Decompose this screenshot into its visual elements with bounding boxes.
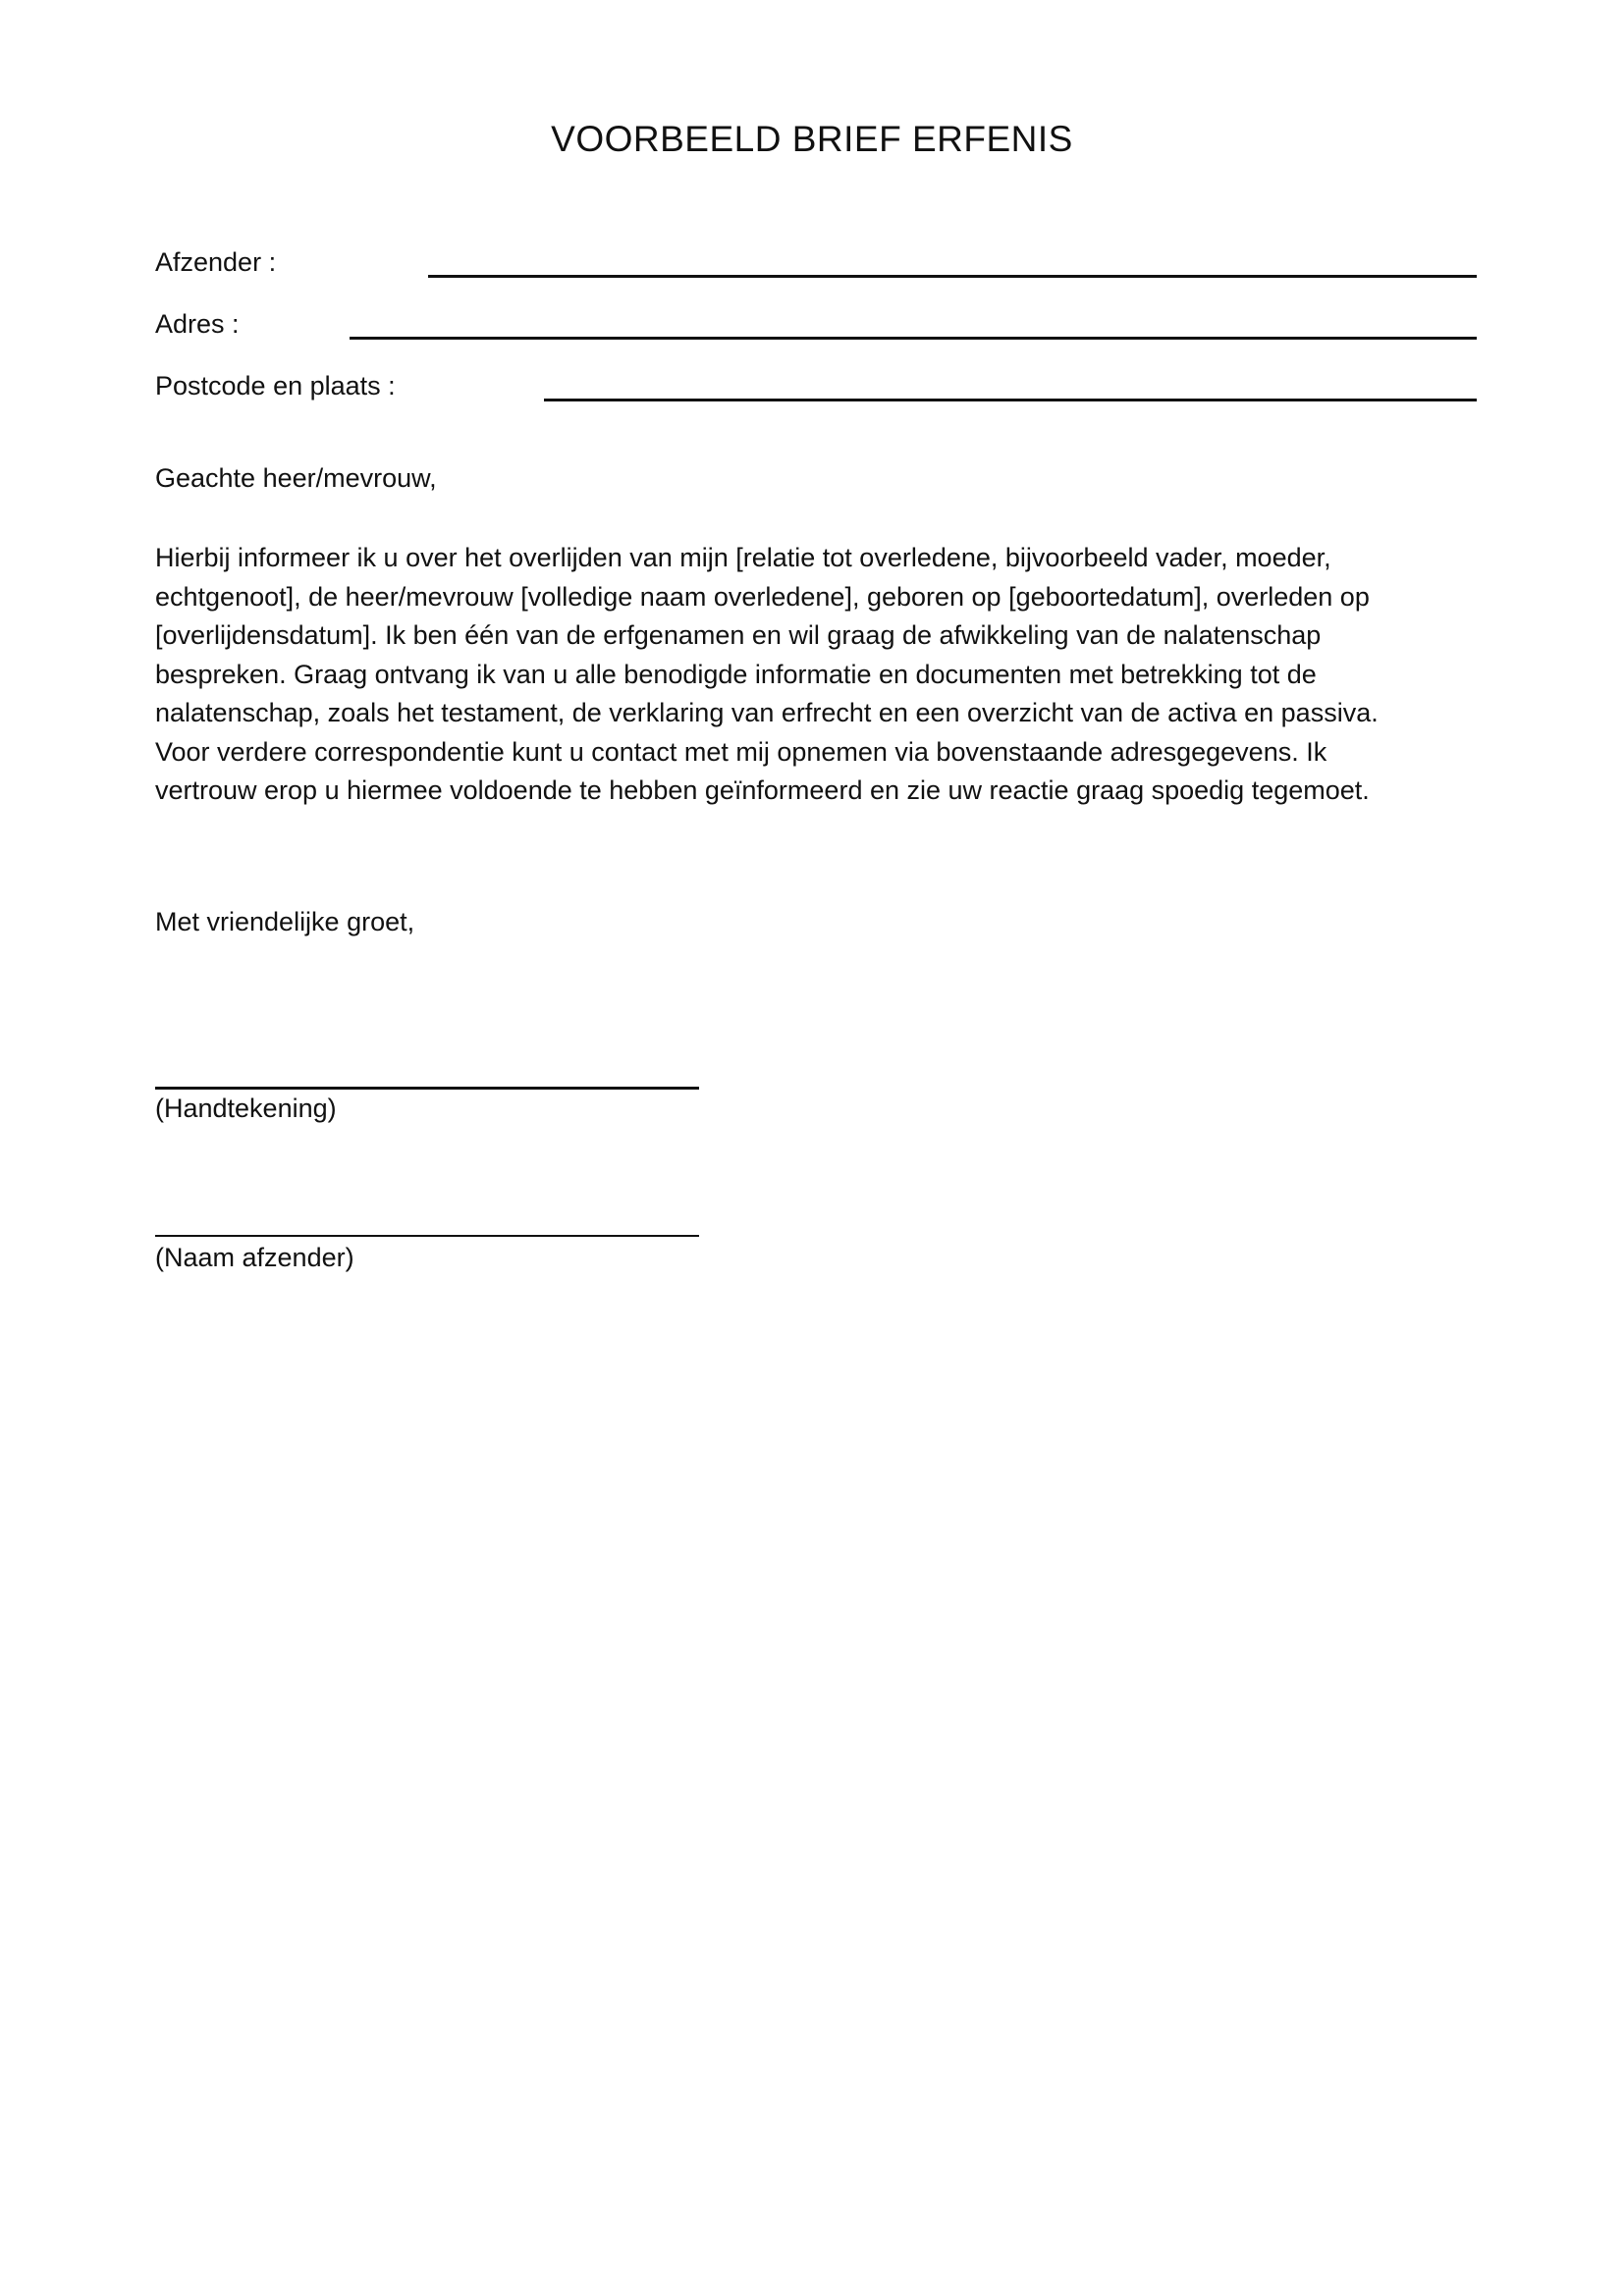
afzender-fill-line[interactable] [428,275,1477,278]
letter-title: VOORBEELD BRIEF ERFENIS [551,119,1073,159]
letter-closing: Met vriendelijke groet, [155,907,415,936]
adres-fill-line[interactable] [350,337,1477,340]
body-line: echtgenoot], de heer/mevrouw [volledige naam overledene], geboren op [geboortedatum], overleden op [155,581,1370,612]
sender-name-line[interactable] [155,1235,699,1237]
signature-caption: (Handtekening) [155,1094,337,1123]
body-line: [overlijdensdatum]. Ik ben één van de erfgenamen en wil graag de afwikkeling van de nalatenschap [155,620,1322,650]
body-line: bespreken. Graag ontvang ik van u alle benodigde informatie en documenten met betrekking tot de [155,659,1317,689]
body-line: nalatenschap, zoals het testament, de verklaring van erfrecht en een overzicht van de activa en passiva. [155,698,1379,727]
postcode-field-row [155,359,1477,408]
afzender-field-row [155,236,1477,285]
sender-name-caption: (Naam afzender) [155,1243,354,1272]
letter-greeting: Geachte heer/mevrouw, [155,463,437,493]
adres-label: Adres : [155,309,240,339]
letter-body [155,539,1490,811]
body-line: Hierbij informeer ik u over het overlijden van mijn [relatie tot overledene, bijvoorbeeld vader, moeder, [155,543,1331,572]
body-line: Voor verdere correspondentie kunt u contact met mij opnemen via bovenstaande adresgegevens. Ik [155,736,1327,767]
signature-line[interactable] [155,1087,699,1090]
postcode-label: Postcode en plaats : [155,371,396,400]
afzender-label: Afzender : [155,247,277,277]
adres-field-row [155,297,1477,347]
body-line: vertrouw erop u hiermee voldoende te hebben geïnformeerd en zie uw reactie graag spoedig tegemoet. [155,775,1370,805]
postcode-fill-line[interactable] [544,399,1477,401]
